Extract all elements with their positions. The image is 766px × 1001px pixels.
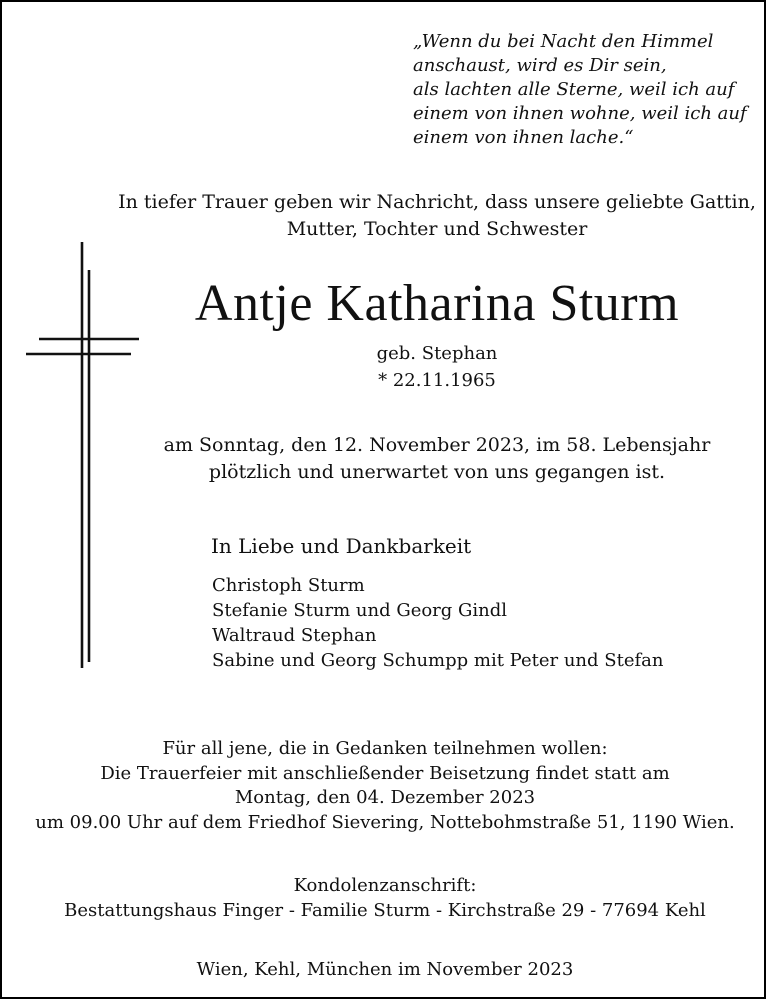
quote-line: als lachten alle Sterne, weil ich auf xyxy=(413,79,735,100)
cross-icon xyxy=(2,2,766,1001)
condolence-address-line: Bestattungshaus Finger - Familie Sturm - Kirchstraße 29 - 77694 Kehl xyxy=(64,900,706,921)
mourners-list xyxy=(212,573,663,673)
intro-line: In tiefer Trauer geben wir Nachricht, dass unsere geliebte Gattin, xyxy=(118,191,756,213)
intro-line: Mutter, Tochter und Schwester xyxy=(286,218,588,240)
intro-text xyxy=(2,189,766,243)
service-line: Montag, den 04. Dezember 2023 xyxy=(234,787,536,808)
funeral-service-info xyxy=(2,737,766,835)
mourner-name: Sabine und Georg Schumpp mit Peter und Stefan xyxy=(212,650,664,671)
quote-line: anschaust, wird es Dir sein, xyxy=(413,55,667,76)
service-line: Für all jene, die in Gedanken teilnehmen wollen: xyxy=(162,738,608,759)
death-notice xyxy=(142,432,732,486)
epigraph-quote xyxy=(413,30,753,150)
condolence-label: Kondolenzanschrift: xyxy=(293,875,477,896)
thanks-heading: In Liebe und Dankbarkeit xyxy=(211,534,472,558)
mourner-name: Waltraud Stephan xyxy=(212,625,377,646)
service-line: Die Trauerfeier mit anschließender Beisetzung findet statt am xyxy=(100,762,670,784)
mourner-name: Stefanie Sturm und Georg Gindl xyxy=(212,600,508,621)
quote-line: „Wenn du bei Nacht den Himmel xyxy=(413,31,714,52)
deceased-name: Antje Katharina Sturm xyxy=(194,275,680,332)
death-notice-line: am Sonntag, den 12. November 2023, im 58. Lebensjahr xyxy=(163,434,711,456)
place-date-footer: Wien, Kehl, München im November 2023 xyxy=(196,959,574,980)
death-notice-line: plötzlich und unerwartet von uns gegangen ist. xyxy=(208,461,666,483)
maiden-name: geb. Stephan xyxy=(376,343,498,364)
mourner-name: Christoph Sturm xyxy=(212,575,365,596)
quote-line: einem von ihnen wohne, weil ich auf xyxy=(413,103,747,124)
condolence-address xyxy=(2,873,766,923)
quote-line: einem von ihnen lache.“ xyxy=(413,127,634,148)
service-line: um 09.00 Uhr auf dem Friedhof Sievering, Nottebohmstraße 51, 1190 Wien. xyxy=(35,811,735,833)
birth-date: * 22.11.1965 xyxy=(378,370,496,391)
